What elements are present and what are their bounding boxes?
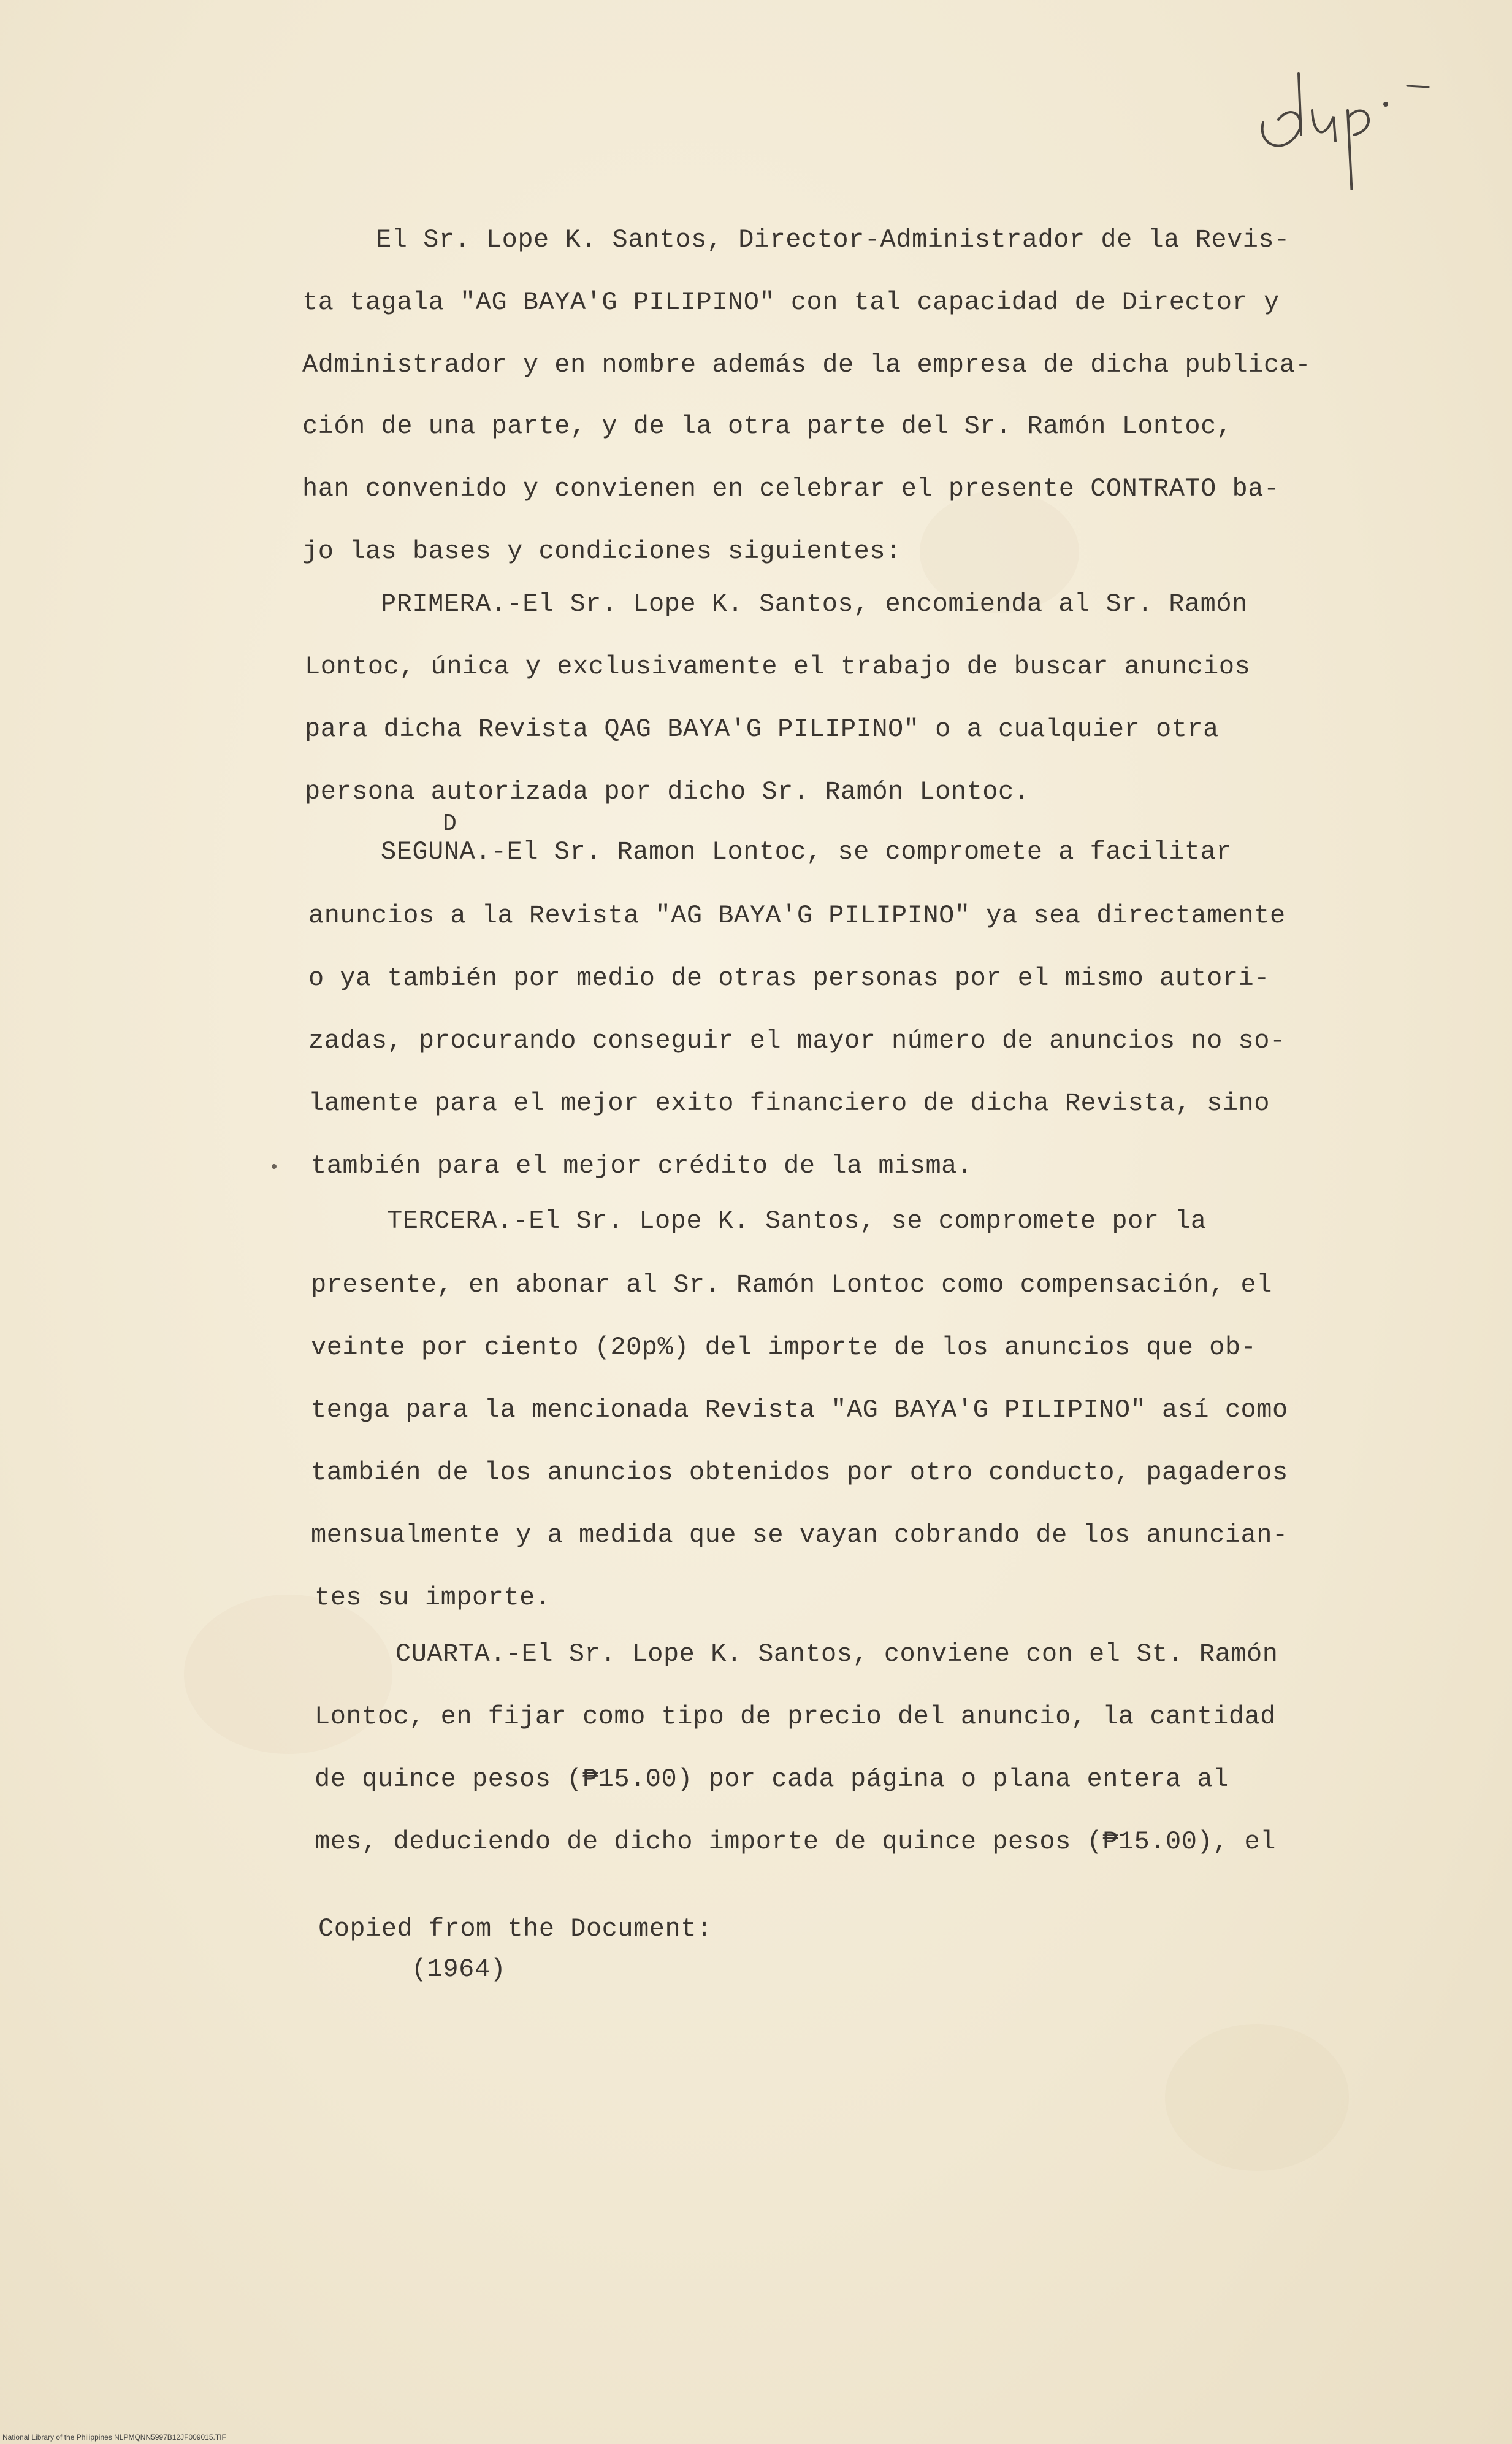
text-line: presente, en abonar al Sr. Ramón Lontoc como compensación, el <box>311 1270 1272 1300</box>
text-line: PRIMERA.-El Sr. Lope K. Santos, encomienda al Sr. Ramón <box>381 589 1248 619</box>
text-line: también de los anuncios obtenidos por otro conducto, pagaderos <box>311 1458 1288 1487</box>
text-line: anuncios a la Revista "AG BAYA'G PILIPINO" ya sea directamente <box>308 901 1286 930</box>
text-line: también para el mejor crédito de la misma. <box>311 1151 973 1181</box>
text-line: tes su importe. <box>315 1583 551 1612</box>
margin-dot <box>272 1164 277 1169</box>
text-line: para dicha Revista QAG BAYA'G PILIPINO" o a cualquier otra <box>305 714 1219 744</box>
text-line: zadas, procurando conseguir el mayor número de anuncios no so- <box>308 1026 1286 1055</box>
text-line: El Sr. Lope K. Santos, Director-Administrador de la Revis- <box>376 225 1290 255</box>
text-line: han convenido y convienen en celebrar el presente CONTRATO ba- <box>302 474 1280 504</box>
text-line: persona autorizada por dicho Sr. Ramón Lontoc. <box>305 777 1030 806</box>
text-line: mensualmente y a medida que se vayan cobrando de los anuncian- <box>311 1520 1288 1550</box>
text-line: lamente para el mejor exito financiero de dicha Revista, sino <box>308 1089 1270 1118</box>
text-line: ción de una parte, y de la otra parte del Sr. Ramón Lontoc, <box>302 412 1232 441</box>
typed-correction-mark: D <box>443 811 457 837</box>
text-line: mes, deduciendo de dicho importe de quince pesos (₱15.00), el <box>315 1827 1276 1856</box>
handwritten-annotation <box>1245 49 1447 190</box>
text-line: tenga para la mencionada Revista "AG BAYA'G PILIPINO" así como <box>311 1395 1288 1425</box>
text-line: veinte por ciento (20p%) del importe de los anuncios que ob- <box>311 1333 1257 1362</box>
copy-year: (1964) <box>411 1955 506 1984</box>
text-line: Lontoc, en fijar como tipo de precio del anuncio, la cantidad <box>315 1702 1276 1731</box>
text-line: jo las bases y condiciones siguientes: <box>302 537 901 566</box>
text-line: SEGUNA.-El Sr. Ramon Lontoc, se compromete a facilitar <box>381 837 1232 867</box>
text-line: Administrador y en nombre además de la empresa de dicha publica- <box>302 350 1312 380</box>
text-line: Lontoc, única y exclusivamente el trabajo de buscar anuncios <box>305 652 1251 681</box>
copied-from-note: Copied from the Document: <box>318 1914 712 1944</box>
text-line: de quince pesos (₱15.00) por cada página o plana entera al <box>315 1764 1229 1794</box>
text-line: CUARTA.-El Sr. Lope K. Santos, conviene con el St. Ramón <box>395 1639 1278 1669</box>
text-line: o ya también por medio de otras personas por el mismo autori- <box>308 963 1270 993</box>
text-line: TERCERA.-El Sr. Lope K. Santos, se compromete por la <box>387 1206 1207 1236</box>
paper-stain <box>1165 2024 1349 2171</box>
archive-footer: National Library of the Philippines NLPMQNN5997B12JF009015.TIF <box>2 2433 226 2442</box>
text-line: ta tagala "AG BAYA'G PILIPINO" con tal capacidad de Director y <box>302 288 1280 317</box>
